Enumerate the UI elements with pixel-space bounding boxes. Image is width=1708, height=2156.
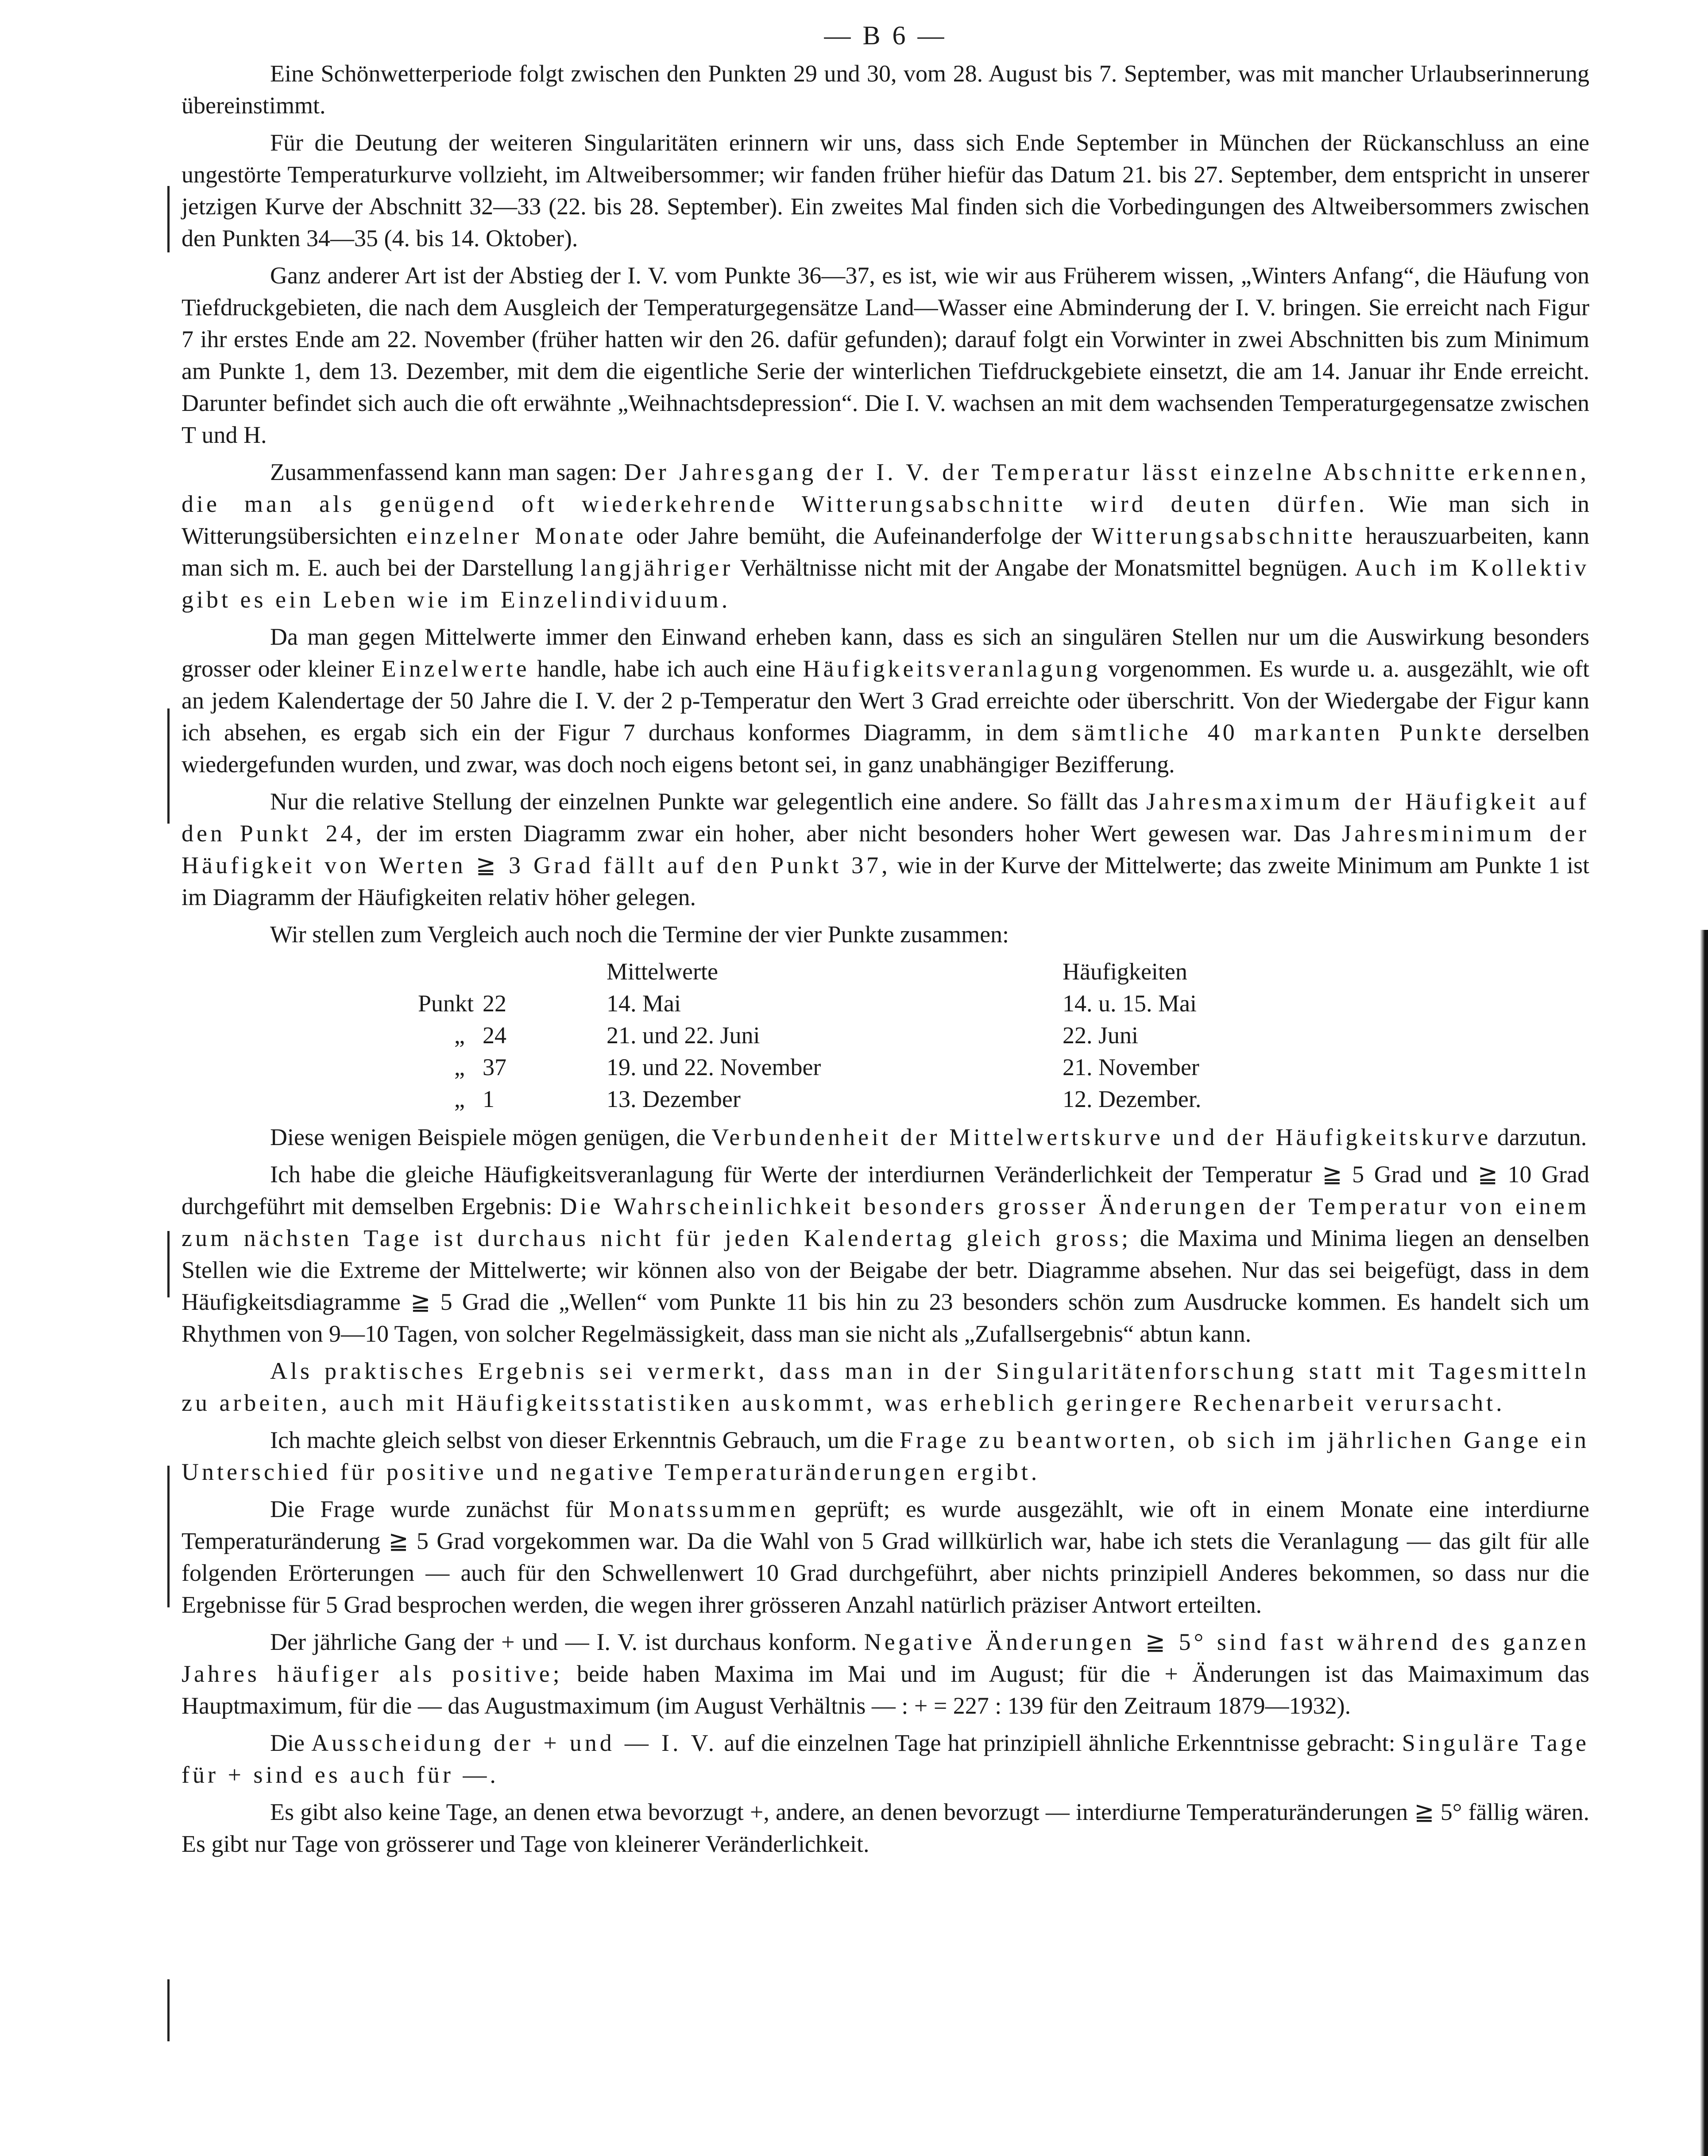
table-row: [182, 1083, 1589, 1115]
spaced-emphasis: Ausscheidung der + und — I. V.: [311, 1730, 718, 1756]
table-cell: 12. Dezember.: [1063, 1086, 1202, 1112]
text-run: auf die einzelnen Tage hat prinzipiell ähnliche Erkenntnisse gebracht:: [717, 1730, 1402, 1756]
spaced-emphasis: Jahresmaximum der Häufigkeit auf den Punkt 24,: [182, 788, 1589, 847]
text-run: geprüft; es wurde ausgezählt, wie oft in einem Monate eine interdiurne Temperaturänderung ≧ 5 Grad vorgekommen war. Da die Wahl von 5 Grad willkürlich war, habe ich stets die Veranlagung — das gilt für alle folgenden Erörterungen — auch für den Schwellenwert 10 Grad durchgeführt, aber nichts prinzipiell Anderes bekommen, so dass nur die Ergebnisse für 5 Grad besprochen werden, die wegen ihrer grösseren Anzahl natürlich präziser Antwort erteilten.: [182, 1496, 1589, 1618]
text-run: darzutun.: [1491, 1124, 1587, 1150]
paragraph: [182, 456, 1589, 615]
table-cell: Punkt: [417, 990, 474, 1017]
paragraph: [182, 1121, 1589, 1153]
text-run: vorgenommen. Es wurde u. a. ausgezählt, wie oft an jedem Kalendertage der 50 Jahre die I. V. der 2 p-Temperatur den Wert 3 Grad erreichte oder überschritt. Von der Wiedergabe der Figur kann ich absehen, es ergab sich ein der Figur 7 durchaus konformes Diagramm, in dem: [182, 655, 1589, 746]
text-run: Die Frage wurde zunächst für: [270, 1496, 609, 1522]
text-run: Wir stellen zum Vergleich auch noch die Termine der vier Punkte zusammen:: [270, 921, 1009, 948]
table-cell: 22. Juni: [1063, 1022, 1139, 1049]
paragraph: [182, 1796, 1589, 1860]
spaced-emphasis: Auch im Kollektiv gibt es ein Leben wie im Einzelindividuum.: [182, 554, 1590, 613]
spaced-emphasis: Die Wahrscheinlichkeit besonders grosser Änderungen der Temperatur von einem zum nächsten Tage ist durchaus nicht für jeden Kalendertag gleich gross;: [182, 1193, 1589, 1251]
text-run: wie in der Kurve der Mittelwerte; das zweite Minimum am Punkte 1 ist im Diagramm der Häufigkeiten relativ höher gelegen.: [182, 852, 1589, 910]
margin-mark: [167, 1231, 170, 1297]
table-row: [182, 987, 1589, 1019]
text-run: Es gibt also keine Tage, an denen etwa bevorzugt +, andere, an denen bevorzugt — interdiurne Temperaturänderungen ≧ 5° fällig wären. Es gibt nur Tage von grösserer und Tage von kleinerer Veränderlichkeit.: [182, 1799, 1589, 1857]
spaced-emphasis: Witterungsabschnitte: [1091, 523, 1356, 549]
table-header-haeufigkeiten: Häufigkeiten: [1063, 958, 1187, 985]
table-cell: [182, 956, 483, 987]
table-cell: „: [454, 1054, 465, 1080]
spaced-emphasis: langjähriger: [580, 554, 734, 581]
paragraph: [182, 621, 1589, 780]
text-block-1: [182, 58, 1589, 950]
margin-mark: [167, 708, 170, 824]
table-cell: 21. November: [1063, 1054, 1199, 1080]
paragraph: [182, 1158, 1589, 1350]
table-cell: 13. Dezember: [607, 1086, 741, 1112]
text-run: herauszuarbeiten, kann man sich m. E. auch bei der Darstellung: [182, 523, 1590, 581]
paragraph: [182, 1626, 1589, 1722]
spaced-emphasis: einzelner Monate: [406, 523, 627, 549]
text-run: Die: [270, 1730, 312, 1756]
table-cell: 22: [483, 990, 506, 1017]
text-run: Eine Schönwetterperiode folgt zwischen den Punkten 29 und 30, vom 28. August bis 7. September, was mit mancher Urlaubserinnerung übereinstimmt.: [182, 60, 1589, 119]
dates-table: [182, 956, 1589, 1115]
spaced-emphasis: Jahresminimum der Häufigkeit von Werten ≧ 3 Grad fällt auf den Punkt 37,: [182, 820, 1589, 879]
margin-mark: [167, 1979, 170, 2041]
table-cell: 37: [483, 1054, 506, 1080]
spaced-emphasis: Negative Änderungen ≧ 5° sind fast während des ganzen Jahres häufiger als positive;: [182, 1629, 1589, 1687]
paragraph: [182, 1727, 1589, 1791]
text-run: Zusammenfassend kann man sagen:: [270, 459, 624, 485]
document-page: [182, 18, 1589, 1865]
text-run: Ich machte gleich selbst von dieser Erkenntnis Gebrauch, um die: [270, 1427, 900, 1453]
page-header: — B 6 —: [824, 21, 947, 50]
spaced-emphasis: Häufigkeitsveranlagung: [803, 655, 1101, 682]
text-run: Da man gegen Mittelwerte immer den Einwand erheben kann, dass es sich an singulären Stellen nur um die Auswirkung besonders grosser oder kleiner: [182, 623, 1589, 682]
spaced-emphasis: Als praktisches Ergebnis sei vermerkt, dass man in der Singularitätenforschung statt mit Tagesmitteln zu arbeiten, auch mit Häufigkeitsstatistiken auskommt, was erheblich geringere Rechenarbeit verursacht.: [182, 1358, 1589, 1416]
paragraph: [182, 786, 1589, 913]
table-cell: [483, 956, 531, 987]
paragraph: [182, 58, 1589, 121]
text-run: Wie man sich in Witterungsübersichten: [182, 491, 1589, 549]
paragraph: [182, 918, 1589, 950]
text-run: Diese wenigen Beispiele mögen genügen, die: [270, 1124, 712, 1150]
margin-mark: [167, 186, 170, 252]
text-run: Ganz anderer Art ist der Abstieg der I. V. vom Punkte 36—37, es ist, wie wir aus Früherem wissen, „Winters Anfang“, die Häufung von Tiefdruckgebieten, die nach dem Ausgleich der Temperaturgegensätze Land—Wasser eine Abminderung der I. V. bringen. Sie erreicht nach Figur 7 ihr erstes Ende am 22. November (früher hatten wir den 26. dafür gefunden); darauf folgt ein Vorwinter in zwei Abschnitten bis zum Minimum am Punkte 1, dem 13. Dezember, mit dem die eigentliche Serie der winterlichen Tiefdruckgebiete einsetzt, die am 14. Januar ihr Ende erreicht. Darunter befindet sich auch die oft erwähnte „Weihnachtsdepression“. Die I. V. wachsen an mit dem wachsenden Temperaturgegensatze zwischen T und H.: [182, 262, 1589, 448]
table-cell: 24: [483, 1022, 506, 1049]
paragraph: [182, 259, 1589, 451]
table-cell: „: [454, 1022, 465, 1049]
table-cell: 1: [483, 1086, 495, 1112]
spaced-emphasis: Monatssummen: [609, 1496, 799, 1522]
spaced-emphasis: Frage zu beantworten, ob sich im jährlichen Gange ein Unterschied für positive und negative Temperaturänderungen ergibt.: [182, 1427, 1589, 1485]
spaced-emphasis: Singuläre Tage für + sind es auch für —.: [182, 1730, 1589, 1788]
text-run: Für die Deutung der weiteren Singularitäten erinnern wir uns, dass sich Ende September in München der Rückanschluss an eine ungestörte Temperaturkurve vollzieht, im Altweibersommer; wir fanden früher hiefür das Datum 21. bis 27. September, dem entspricht in unserer jetzigen Kurve der Abschnitt 32—33 (22. bis 28. September). Ein zweites Mal finden sich die Vorbedingungen des Altweibersommers zwischen den Punkten 34—35 (4. bis 14. Oktober).: [182, 129, 1589, 252]
paragraph: [182, 1424, 1589, 1488]
text-run: Nur die relative Stellung der einzelnen Punkte war gelegentlich eine andere. So fällt das: [270, 788, 1146, 815]
text-run: derselben wiedergefunden wurden, und zwar, was doch noch eigens betont sei, in ganz unabhängiger Bezifferung.: [182, 719, 1589, 778]
text-run: Ich habe die gleiche Häufigkeitsveranlagung für Werte der interdiurnen Veränderlichkeit der Temperatur ≧ 5 Grad und ≧ 10 Grad durchgeführt mit demselben Ergebnis:: [182, 1161, 1589, 1219]
text-run: handle, habe ich auch eine: [529, 655, 803, 682]
text-run: Der jährliche Gang der + und — I. V. ist durchaus konform.: [270, 1629, 864, 1655]
table-header-mittelwerte: Mittelwerte: [607, 958, 718, 985]
paragraph: [182, 1493, 1589, 1621]
spaced-emphasis: Einzelwerte: [381, 655, 530, 682]
table-cell: „: [454, 1086, 465, 1112]
table-cell: 14. u. 15. Mai: [1063, 990, 1197, 1017]
spaced-emphasis: Der Jahresgang der I. V. der Temperatur lässt einzelne Abschnitte erkennen, die man als genügend oft wiederkehrende Witterungsabschnitte wird deuten dürfen.: [182, 459, 1589, 517]
table-cell: 14. Mai: [607, 990, 681, 1017]
paragraph: [182, 127, 1589, 254]
dates-table-head: [182, 956, 1589, 987]
text-run: die Maxima und Minima liegen an denselben Stellen wie die Extreme der Mittelwerte; wir können also von der Beigabe der betr. Diagramme absehen. Nur das sei beigefügt, dass in dem Häufigkeitsdiagramme ≧ 5 Grad die „Wellen“ vom Punkte 11 bis hin zu 23 besonders schön zum Ausdrucke kommen. Es handelt sich um Rhythmen von 9—10 Tagen, von solcher Regelmässigkeit, dass man sie nicht als „Zufallsergebnis“ abtun kann.: [182, 1225, 1590, 1347]
margin-mark: [167, 1466, 170, 1607]
table-cell: 21. und 22. Juni: [607, 1022, 760, 1049]
paragraph: [182, 1355, 1589, 1419]
text-run: beide haben Maxima im Mai und im August; für die + Änderungen ist das Maimaximum das Hauptmaximum, für die — das Augustmaximum (im August Verhältnis — : + = 227 : 139 für den Zeitraum 1879—1932).: [182, 1661, 1589, 1719]
table-row: [182, 1019, 1589, 1051]
text-block-2: [182, 1121, 1589, 1860]
spaced-emphasis: sämtliche 40 markanten Punkte: [1071, 719, 1484, 746]
table-row: [182, 1051, 1589, 1083]
spaced-emphasis: Verbundenheit der Mittelwertskurve und der Häufigkeitskurve: [711, 1124, 1492, 1150]
table-cell: 19. und 22. November: [607, 1054, 821, 1080]
text-run: Verhältnisse nicht mit der Angabe der Monatsmittel begnügen.: [733, 554, 1355, 581]
text-run: oder Jahre bemüht, die Aufeinanderfolge der: [626, 523, 1092, 549]
page-edge-shadow: [1700, 930, 1708, 2156]
text-run: der im ersten Diagramm zwar ein hoher, aber nicht besonders hoher Wert gewesen war. Das: [365, 820, 1342, 847]
